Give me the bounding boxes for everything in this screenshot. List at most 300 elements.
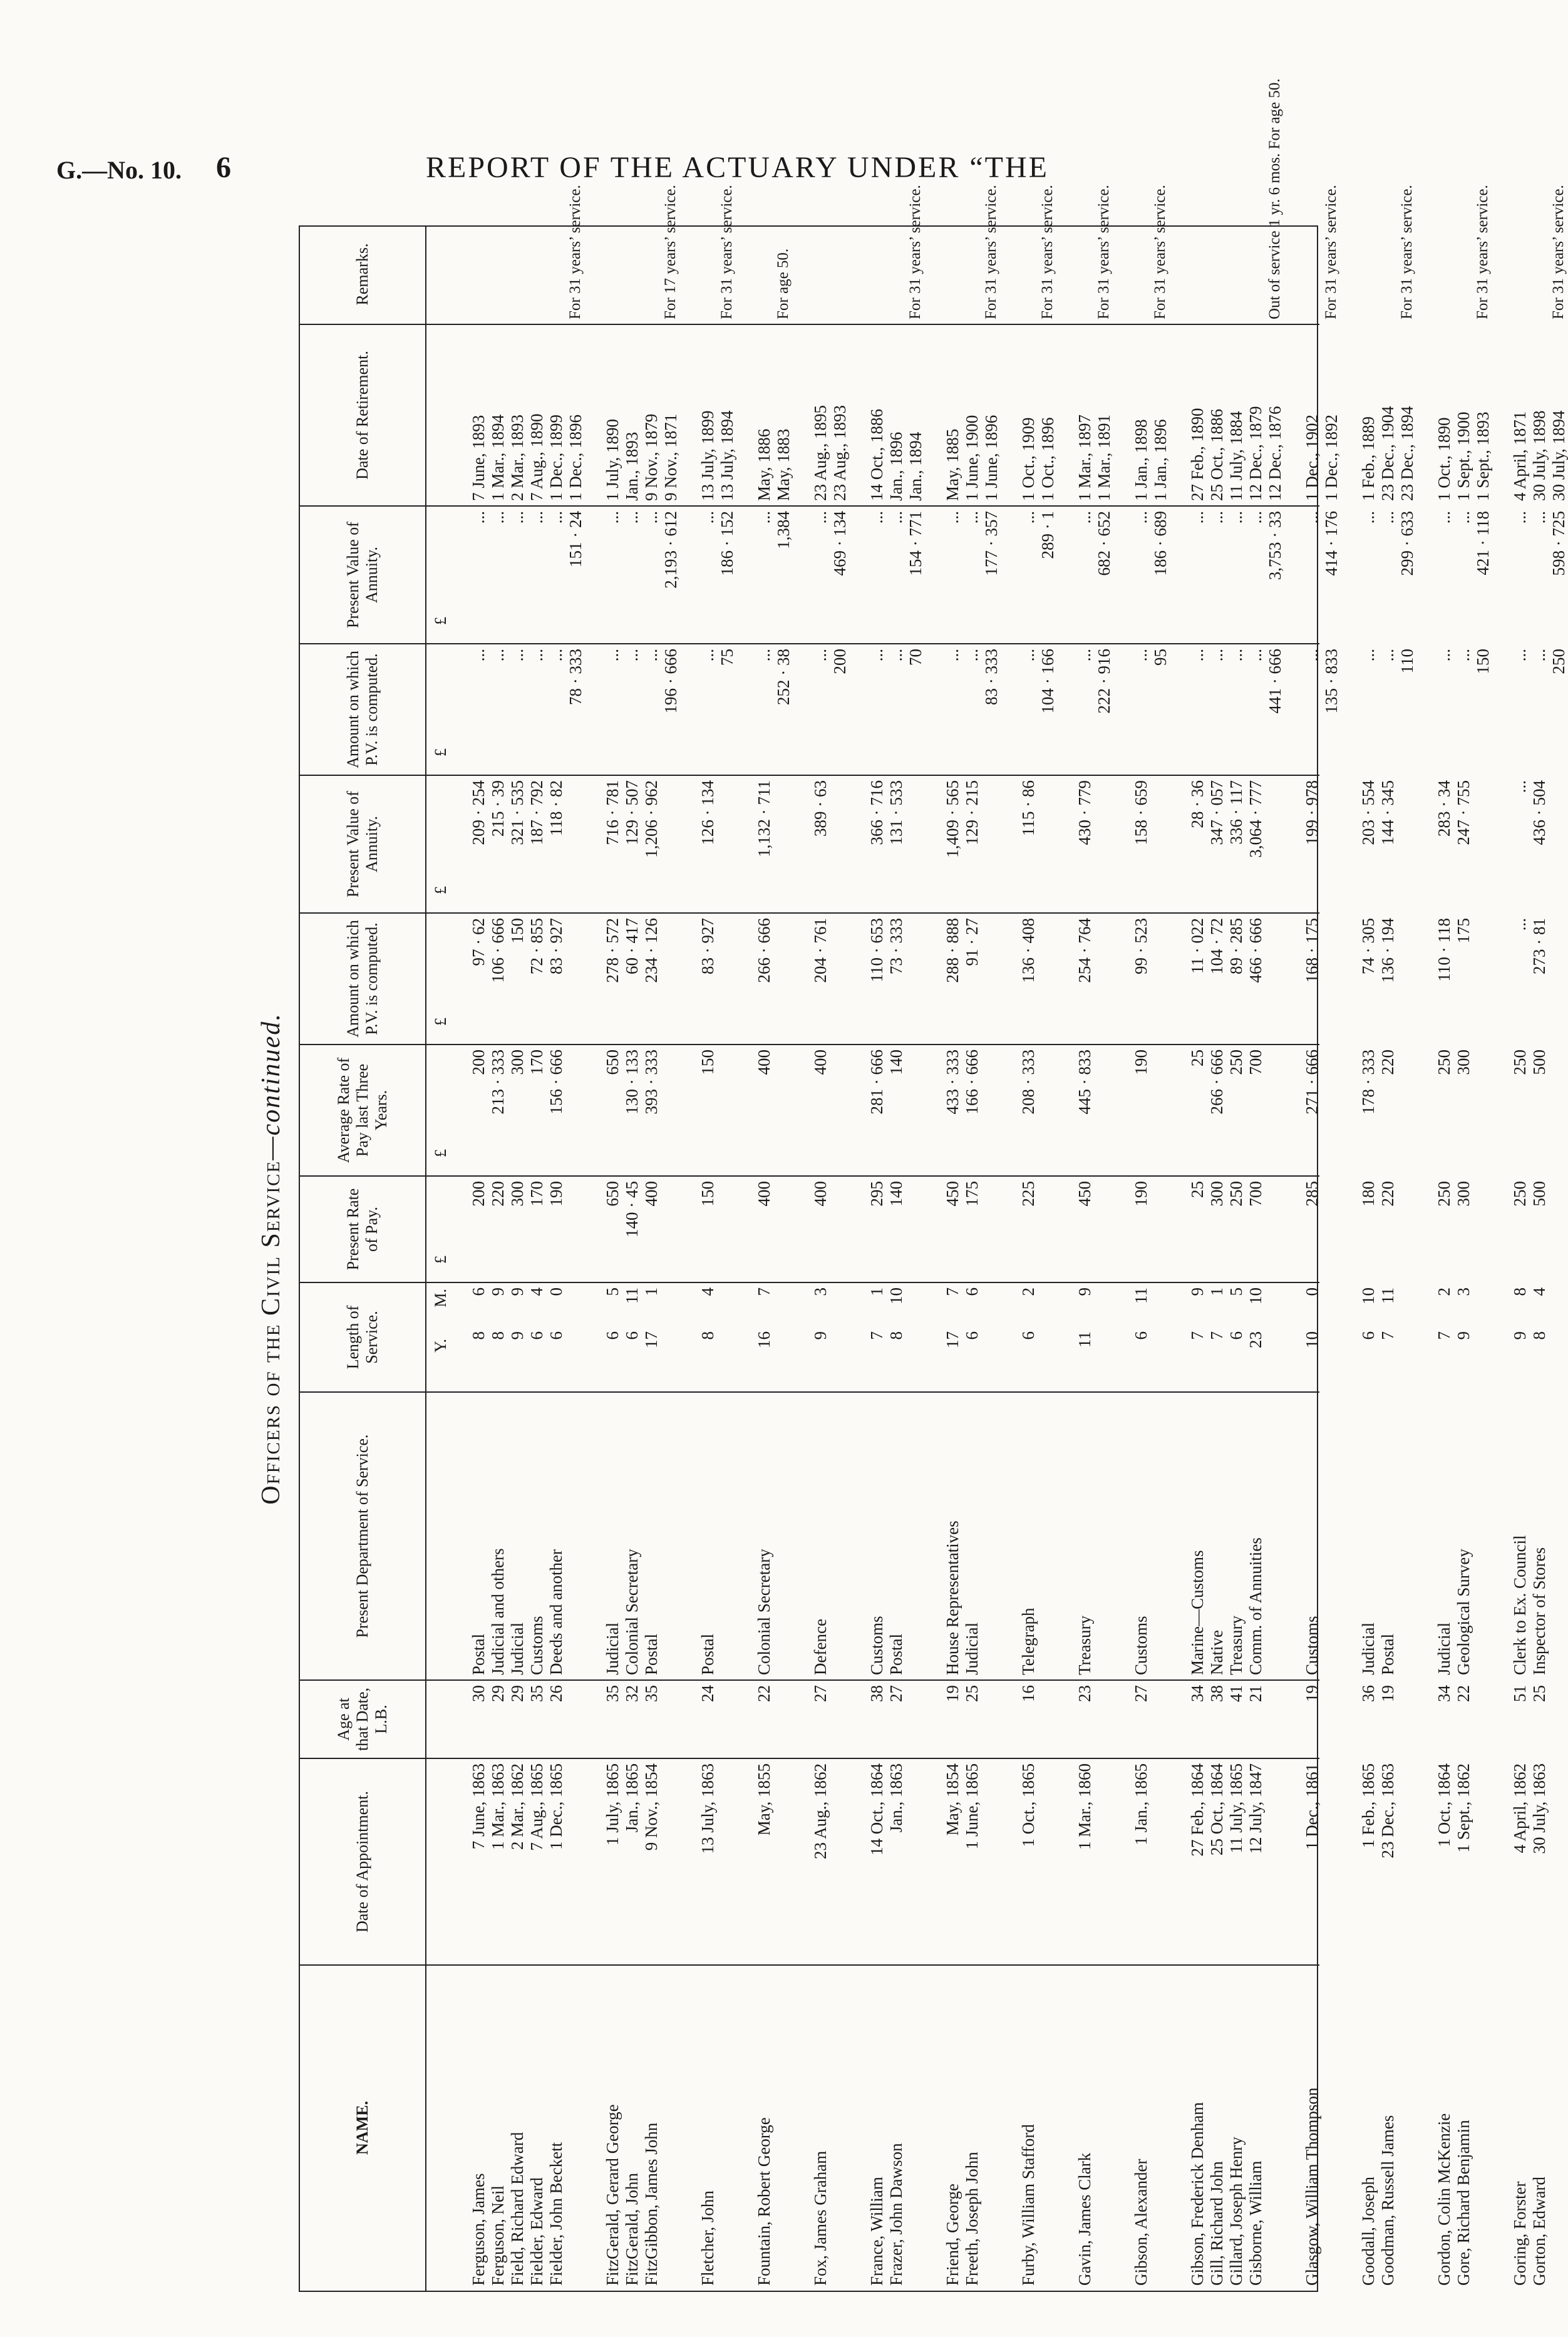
cell-months: 4 [698,1287,717,1296]
page-number: 6 [216,151,231,184]
cell-appt: 1 Feb., 1865 [1359,1763,1378,1848]
cell-pv1: 347 · 057 [1207,780,1226,845]
cell-amt1: 89 · 285 [1227,918,1246,974]
cell-appt: 1 Oct., 1865 [1019,1763,1038,1847]
column-divider [300,1044,1319,1045]
table-subrow [830,227,849,2291]
table-row [547,227,565,2291]
table-subrow [1322,185,1341,2291]
cell-ret: 23 Aug., 1895 [811,405,830,501]
cell-pv2: ... [1530,511,1549,524]
cell-avg: 25 [1188,1050,1207,1066]
cell-avg: 130 · 133 [622,1050,641,1115]
cell-amt1: 273 · 81 [1530,918,1549,974]
cell-amt1: 175 [1454,918,1473,944]
cell-pv2: ... [1227,511,1246,524]
cell-pv2: ... [1435,511,1453,524]
cell-avg: 156 · 666 [547,1050,565,1115]
cell-avg: 178 · 333 [1359,1050,1378,1115]
cell-age: 34 [1188,1685,1207,1702]
cell-ret: 12 Dec., 1876 [1266,406,1284,501]
cell-name: Gisborne, William [1246,2160,1265,2286]
cell-appt: 1 Dec., 1865 [547,1763,565,1850]
cell-length [1473,1287,1492,1387]
cell-months: 6 [962,1287,981,1296]
column-header-amt2: Amount on which P.V. is computed. [344,651,381,768]
cell-rem: For 31 years’ service. [1398,185,1415,319]
cell-pay: 400 [755,1181,773,1207]
cell-avg: 445 · 833 [1075,1050,1094,1115]
table-subrow [1398,185,1416,2291]
cell-appt: 1 Mar., 1860 [1075,1763,1094,1850]
cell-age: 22 [1454,1685,1473,1702]
cell-pay: 300 [1207,1181,1226,1207]
cell-name: Gavin, James Clark [1075,2152,1094,2286]
cell-pv1: 144 · 345 [1378,780,1397,845]
cell-pay: 220 [1378,1181,1397,1207]
cell-amt2: 104 · 166 [1038,649,1057,714]
cell-length [830,1287,849,1387]
cell-amt1: 91 · 27 [962,918,981,966]
cell-name: Goring, Forster [1510,2181,1529,2286]
cell-appt: 27 Feb., 1864 [1188,1763,1207,1857]
cell-dept: Inspector of Stores [1530,1547,1549,1675]
cell-years: 6 [603,1331,622,1340]
cell-amt1: 136 · 408 [1019,918,1038,983]
table-row [1359,227,1378,2291]
cell-amt2: ... [469,649,488,662]
cell-appt: 12 July, 1847 [1246,1763,1265,1854]
cell-ret: 11 July, 1884 [1227,411,1246,501]
table-subrow [661,185,680,2291]
cell-months: 5 [603,1287,622,1296]
cell-age: 41 [1227,1685,1246,1702]
cell-pv2: ... [622,511,641,524]
cell-length [1530,1287,1549,1387]
cell-pv2: ... [887,511,905,524]
cell-length [566,1287,585,1387]
cell-age: 22 [755,1685,773,1702]
cell-avg: 281 · 666 [867,1050,886,1115]
cell-months: 1 [867,1287,886,1296]
cell-age: 23 [1075,1685,1094,1702]
cell-ret: 1 Feb., 1889 [1359,416,1378,501]
cell-name: Fox, James Graham [811,2150,830,2286]
cell-amt2: ... [1454,649,1473,662]
cell-pay: 175 [962,1181,981,1207]
cell-ret: 1 Dec., 1899 [547,415,565,501]
cell-ret: Jan., 1894 [906,431,925,501]
cell-age: 26 [547,1685,565,1702]
cell-length [661,1287,680,1387]
cell-rem: For age 50. [775,248,792,319]
cell-pay: 250 [1435,1181,1453,1207]
table-subrow [1038,185,1057,2291]
cell-ret: 1 Oct., 1890 [1435,417,1453,501]
cell-years: 8 [488,1331,507,1340]
table-subrow [1266,78,1284,2291]
cell-amt2: ... [642,649,661,662]
cell-pay: 500 [1530,1181,1549,1207]
cell-age: 16 [1019,1685,1038,1702]
cell-appt: 13 July, 1863 [698,1763,717,1854]
cell-length [508,1287,527,1387]
cell-ret: 4 April, 1871 [1510,411,1529,501]
cell-age: 34 [1435,1685,1453,1702]
cell-months: 7 [755,1287,773,1296]
cell-length [547,1287,565,1387]
cell-dept: Postal [698,1633,717,1675]
pound-unit: £ [431,1149,450,1157]
cell-pv2: 186 · 152 [718,511,736,576]
cell-pv2: ... [642,511,661,524]
cell-ret: 1 June, 1900 [962,415,981,501]
cell-pv2: ... [1302,511,1321,524]
cell-years: 7 [1378,1331,1397,1340]
cell-years: 6 [622,1331,641,1340]
cell-pv1: 199 · 978 [1302,780,1321,845]
cell-pv1: 215 · 39 [488,780,507,837]
cell-amt1: 99 · 523 [1132,918,1150,974]
cell-amt2: ... [962,649,981,662]
cell-pv2: ... [469,511,488,524]
column-header-pay: Present Rate of Pay. [344,1188,381,1271]
cell-name: Goodman, Russell James [1378,2115,1397,2286]
cell-amt2: 95 [1151,649,1170,666]
cell-avg: 400 [755,1050,773,1075]
cell-amt2: ... [1530,649,1549,662]
cell-years: 11 [1075,1331,1094,1348]
column-divider [300,1679,1319,1681]
cell-pv1: 209 · 254 [469,780,488,845]
cell-dept: Customs [1132,1616,1150,1675]
cell-months: 9 [508,1287,527,1296]
table-subrow [718,185,736,2291]
cell-length [1359,1287,1378,1387]
cell-length [603,1287,622,1387]
cell-dept: Postal [887,1633,905,1675]
cell-ret: May, 1883 [774,428,793,501]
cell-years: 6 [547,1331,565,1340]
table-row [527,227,546,2291]
cell-length [1266,1287,1284,1387]
cell-months: 9 [488,1287,507,1296]
cell-amt2: ... [547,649,565,662]
cell-age: 35 [603,1685,622,1702]
cell-dept: Judicial and others [488,1548,507,1675]
cell-ret: 12 Dec., 1879 [1246,406,1265,501]
cell-avg: 250 [1510,1050,1529,1075]
cell-pay: 190 [547,1181,565,1207]
cell-rem: For 31 years’ service. [1095,185,1112,319]
cell-avg: 650 [603,1050,622,1075]
cell-appt: Jan., 1863 [887,1763,905,1833]
cell-ret: 1 Jan., 1898 [1132,419,1150,501]
table-row [698,227,717,2291]
cell-pv2: ... [603,511,622,524]
cell-months: 0 [547,1287,565,1296]
cell-years: 10 [1302,1331,1321,1348]
cell-avg: 393 · 333 [642,1050,661,1115]
cell-length [1188,1287,1207,1387]
cell-length [488,1287,507,1387]
cell-pv1: 129 · 215 [962,780,981,845]
cell-length [982,1287,1001,1387]
cell-pv2: 2,193 · 612 [661,511,680,589]
cell-age: 24 [698,1685,717,1702]
cell-months: 10 [1359,1287,1378,1304]
cell-pay: 450 [943,1181,962,1207]
cell-pv2: 186 · 689 [1151,511,1170,576]
table-row [1132,227,1150,2291]
cell-dept: Customs [867,1616,886,1675]
cell-name: FitzGibbon, James John [642,2122,661,2286]
cell-pv1: 118 · 82 [547,780,565,836]
cell-pv2: ... [1019,511,1038,524]
cell-months: 11 [622,1287,641,1304]
cell-pv2: ... [1207,511,1226,524]
cell-pv2: 1,384 [774,511,793,549]
column-header-amt1: Amount on which P.V. is computed. [344,920,381,1038]
cell-amt2: 75 [718,649,736,666]
cell-amt2: ... [1359,649,1378,662]
cell-name: Freeth, Joseph John [962,2152,981,2286]
cell-length [1019,1287,1038,1387]
cell-age: 27 [1132,1685,1150,1702]
cell-amt2: ... [508,649,527,662]
pound-unit: £ [431,1256,450,1264]
cell-months: 3 [811,1287,830,1296]
cell-amt1: 97 · 62 [469,918,488,966]
cell-amt2: ... [1132,649,1150,662]
cell-pv1: 247 · 755 [1454,780,1473,845]
cell-amt2: ... [1378,649,1397,662]
cell-pv1: 1,409 · 565 [943,780,962,858]
cell-amt1: 466 · 666 [1246,918,1265,983]
cell-dept: Judicial [508,1622,527,1675]
cell-rem: For 31 years’ service. [1152,185,1168,319]
cell-amt1: 266 · 666 [755,918,773,983]
cell-name: Ferguson, James [469,2173,488,2286]
cell-amt2: 252 · 38 [774,649,793,705]
cell-amt2: ... [1510,649,1529,662]
cell-amt2: ... [755,649,773,662]
cell-ret: May, 1885 [943,428,962,501]
cell-months: 3 [1454,1287,1473,1296]
table-row [1207,227,1226,2291]
cell-pv2: ... [943,511,962,524]
cell-appt: 2 Mar., 1862 [508,1763,527,1850]
cell-dept: Judicial [603,1622,622,1675]
table-subrow [1473,185,1492,2291]
cell-rem: For 31 years’ service. [718,185,735,319]
cell-dept: Customs [1302,1616,1321,1675]
cell-pv1: 187 · 792 [527,780,546,845]
cell-age: 35 [527,1685,546,1702]
pound-unit: £ [431,1018,450,1026]
cell-years: 6 [962,1331,981,1340]
cell-age: 19 [1378,1685,1397,1702]
table-row [962,227,981,2291]
cell-name: Gordon, Colin McKenzie [1435,2113,1453,2286]
cell-pay: 140 [887,1181,905,1207]
cell-pv1: 430 · 779 [1075,780,1094,845]
cell-dept: Customs [527,1616,546,1675]
cell-months: 10 [1246,1287,1265,1304]
cell-amt2: ... [622,649,641,662]
cell-length [622,1287,641,1387]
cell-pv1: ... [1510,780,1529,793]
cell-ret: 1 Mar., 1894 [488,415,507,501]
pound-unit: £ [431,886,450,894]
cell-ret: 1 July, 1890 [603,418,622,501]
cell-ret: 25 Oct., 1886 [1207,409,1226,501]
cell-amt2: ... [1207,649,1226,662]
cell-ret: 23 Aug., 1893 [830,405,849,501]
cell-amt2: 441 · 666 [1266,649,1284,714]
cell-pv2: ... [867,511,886,524]
cell-months: 1 [642,1287,661,1296]
cell-months: 6 [469,1287,488,1296]
cell-amt2: 70 [906,649,925,666]
cell-amt2: 222 · 916 [1095,649,1113,714]
cell-dept: Comm. of Annuities [1246,1537,1265,1675]
cell-avg: 300 [1454,1050,1473,1075]
cell-name: FitzGerald, Gerard George [603,2104,622,2286]
cell-pv2: ... [698,511,717,524]
cell-pv2: ... [1510,511,1529,524]
column-divider [300,324,1319,325]
cell-avg: 266 · 666 [1207,1050,1226,1115]
cell-amt2: ... [1227,649,1246,662]
cell-pv2: 598 · 725 [1549,511,1568,576]
cell-ret: Jan., 1893 [622,431,641,501]
cell-length [1151,1287,1170,1387]
cell-name: Goodall, Joseph [1359,2177,1378,2286]
cell-age: 27 [811,1685,830,1702]
cell-pv2: ... [508,511,527,524]
cell-pv1: 126 · 134 [698,780,717,845]
cell-rem: For 17 years’ service. [662,185,679,319]
cell-pv1: 716 · 781 [603,780,622,845]
cell-appt: 25 Oct., 1864 [1207,1763,1226,1855]
cell-pv2: ... [1378,511,1397,524]
cell-length [1075,1287,1094,1387]
cell-appt: 1 July, 1865 [603,1763,622,1846]
cell-pv2: ... [962,511,981,524]
cell-appt: 7 Aug., 1865 [527,1763,546,1851]
cell-appt: 1 Sept., 1862 [1454,1763,1473,1853]
page-reference: G.—No. 10. [56,156,182,184]
cell-pv1: 336 · 117 [1227,780,1246,845]
cell-years: 8 [887,1331,905,1340]
cell-ret: 2 Mar., 1893 [508,415,527,501]
cell-avg: 400 [811,1050,830,1075]
cell-pv2: ... [1359,511,1378,524]
table-row [642,227,661,2291]
cell-length [1322,1287,1341,1387]
cell-pv1: 158 · 659 [1132,780,1150,845]
column-header-dept: Present Department of Service. [353,1434,371,1638]
table-subrow [774,227,793,2291]
cell-years: 9 [1454,1331,1473,1340]
cell-amt1: 83 · 927 [698,918,717,974]
cell-dept: Postal [642,1633,661,1675]
table-subrow [906,185,925,2291]
table-row [1188,227,1207,2291]
cell-ret: 1 Sept., 1900 [1454,411,1473,501]
cell-pv2: 682 · 652 [1095,511,1113,576]
cell-amt2: 250 [1549,649,1568,674]
cell-months: 2 [1019,1287,1038,1296]
cell-pv2: ... [547,511,565,524]
cell-name: Fielder, Edward [527,2177,546,2286]
cell-pv2: 151 · 24 [566,511,585,567]
cell-ret: 1 Jan., 1896 [1151,419,1170,501]
cell-pv1: 283 · 34 [1435,780,1453,837]
cell-appt: 9 Nov., 1854 [642,1763,661,1851]
cell-age: 19 [943,1685,962,1702]
cell-pv1: 203 · 554 [1359,780,1378,845]
column-divider [300,912,1319,914]
cell-ret: 1 Dec., 1892 [1322,415,1341,501]
table-row [1510,227,1529,2291]
cell-ret: 1 Mar., 1891 [1095,415,1113,501]
cell-rem: For 31 years’ service. [567,185,584,319]
cell-ret: 23 Dec., 1894 [1398,406,1416,501]
cell-pay: 450 [1075,1181,1094,1207]
cell-dept: Clerk to Ex. Council [1510,1535,1529,1675]
cell-pv1: 1,132 · 711 [755,780,773,857]
cell-months: 2 [1435,1287,1453,1296]
cell-avg: 208 · 333 [1019,1050,1038,1115]
cell-pv2: ... [1132,511,1150,524]
cell-pv2: 3,753 · 33 [1266,511,1284,580]
cell-pay: 170 [527,1181,546,1207]
cell-amt2: ... [867,649,886,662]
cell-length [527,1287,546,1387]
cell-avg: 190 [1132,1050,1150,1075]
cell-length [774,1287,793,1387]
cell-pv1: 321 · 535 [508,780,527,845]
cell-amt2: 200 [830,649,849,674]
cell-amt1: 60 · 417 [622,918,641,974]
cell-amt2: ... [887,649,905,662]
cell-pv2: ... [755,511,773,524]
cell-amt1: 150 [508,918,527,944]
cell-pv2: ... [811,511,830,524]
cell-rem: For 31 years’ service. [1550,185,1567,319]
table-row [1378,227,1397,2291]
table-row [1530,227,1549,2291]
cell-ret: 1 June, 1896 [982,415,1001,501]
table-row [1227,227,1246,2291]
cell-amt2: ... [1435,649,1453,662]
cell-pay: 140 · 45 [622,1181,641,1237]
cell-pv2: ... [1075,511,1094,524]
cell-ret: 7 Aug., 1890 [527,413,546,501]
cell-avg: 500 [1530,1050,1549,1075]
cell-months: 8 [1510,1287,1529,1296]
cell-dept: Deeds and another [547,1549,565,1675]
cell-avg: 250 [1435,1050,1453,1075]
cell-years: 16 [755,1331,773,1348]
cell-pay: 225 [1019,1181,1038,1207]
cell-length [1246,1287,1265,1387]
cell-appt: 11 July, 1865 [1227,1763,1246,1854]
cell-appt: 14 Oct., 1864 [867,1763,886,1855]
cell-age: 25 [1530,1685,1549,1702]
